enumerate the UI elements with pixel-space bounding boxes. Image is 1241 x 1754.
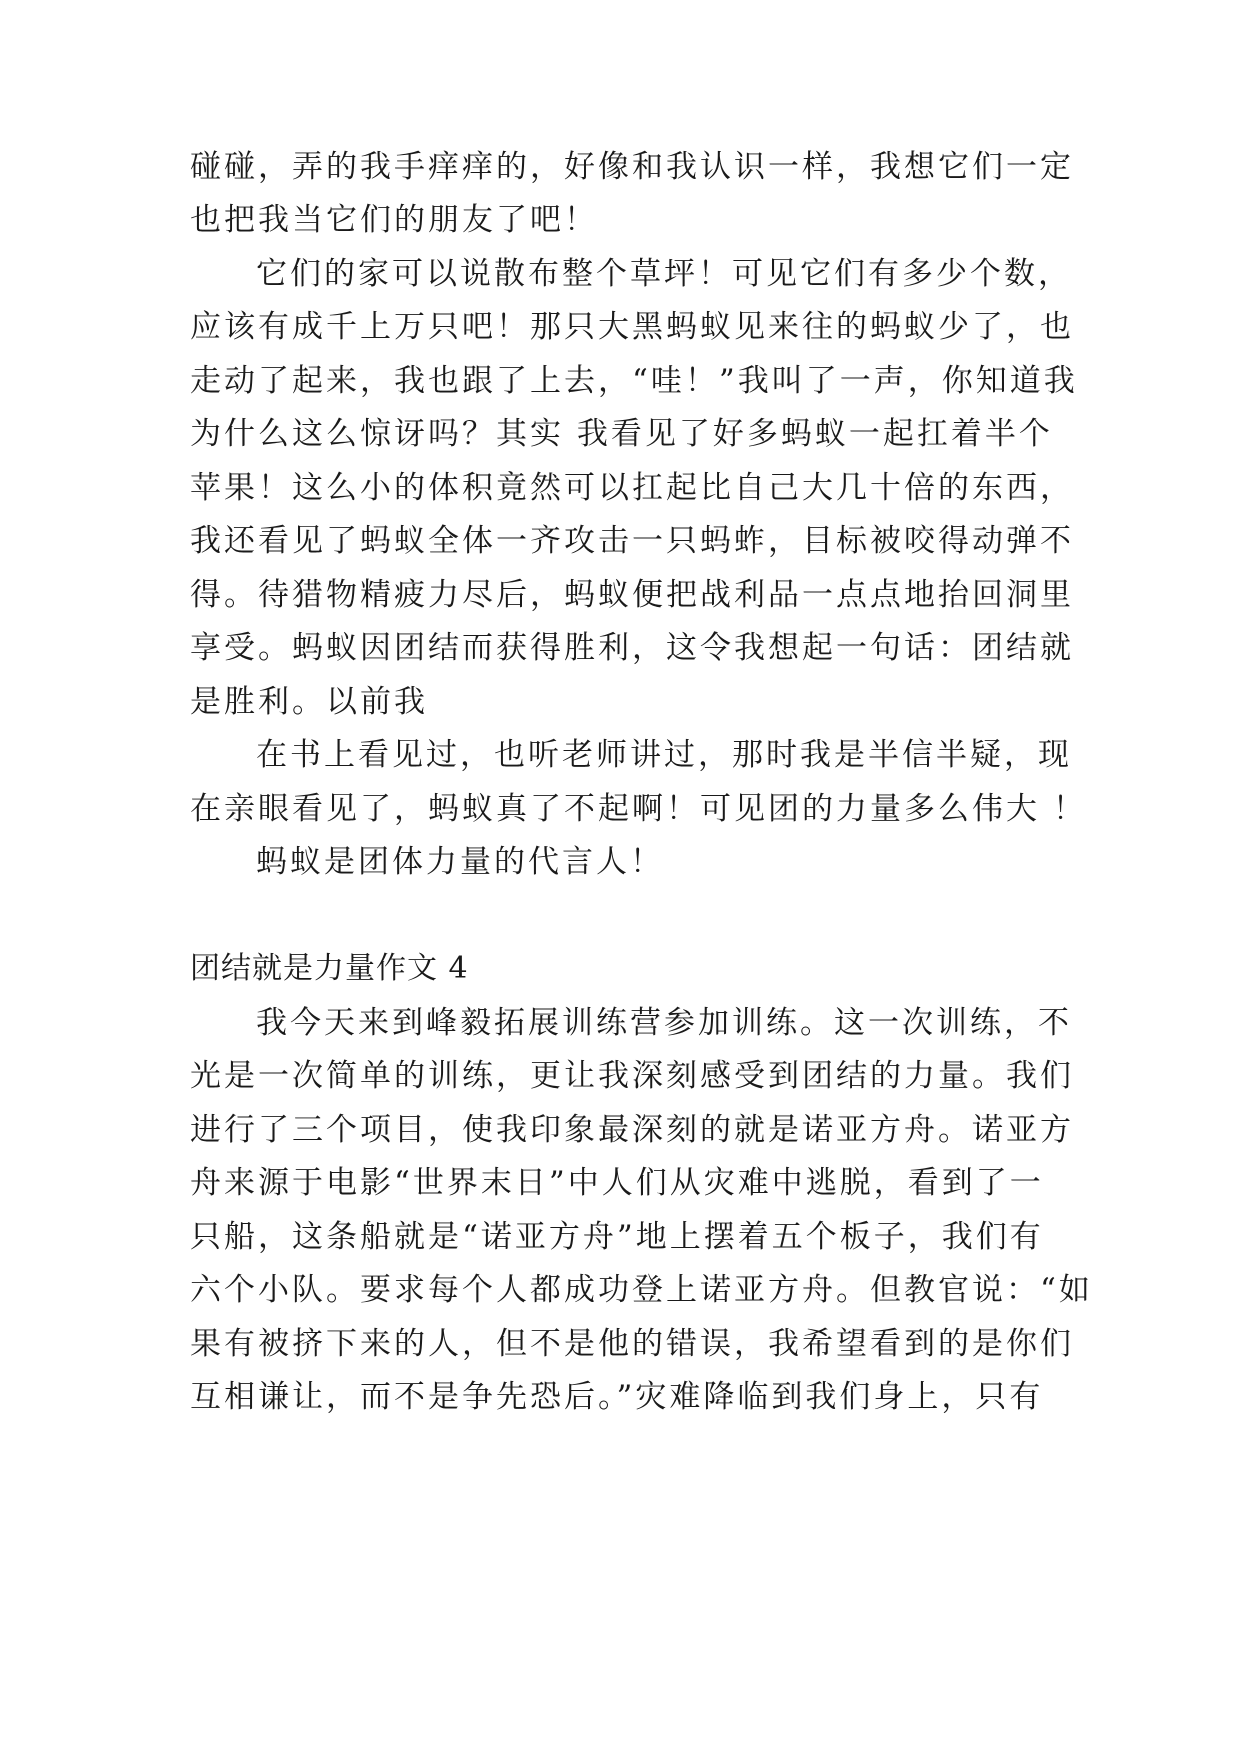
body-text-line: 碰碰，弄的我手痒痒的，好像和我认识一样，我想它们一定 bbox=[190, 149, 1074, 185]
body-text-line: 蚂蚁是团体力量的代言人！ bbox=[256, 844, 664, 880]
body-text-line: 舟来源于电影“世界末日”中人们从灾难中逃脱，看到了一 bbox=[190, 1165, 1044, 1201]
body-text-line: 享受。蚂蚁因团结而获得胜利，这令我想起一句话：团结就 bbox=[190, 630, 1074, 666]
body-text-line: 互相谦让，而不是争先恐后。”灾难降临到我们身上，只有 bbox=[190, 1379, 1044, 1415]
body-text-line: 只船，这条船就是“诺亚方舟”地上摆着五个板子，我们有 bbox=[190, 1219, 1044, 1255]
body-text-line: 在亲眼看见了，蚂蚁真了不起啊！可见团的力量多么伟大 ！ bbox=[190, 791, 1087, 827]
body-text-line: 进行了三个项目，使我印象最深刻的就是诺亚方舟。诺亚方 bbox=[190, 1112, 1074, 1148]
section-heading: 团结就是力量作文 4 bbox=[190, 951, 469, 986]
body-text-line: 得。待猎物精疲力尽后，蚂蚁便把战利品一点点地抬回洞里 bbox=[190, 577, 1074, 613]
body-text-line: 是胜利。以前我 bbox=[190, 684, 428, 720]
body-text-line: 六个小队。要求每个人都成功登上诺亚方舟。但教官说：“如 bbox=[190, 1272, 1093, 1308]
body-text-line: 光是一次简单的训练，更让我深刻感受到团结的力量。我们 bbox=[190, 1058, 1074, 1094]
body-text-line: 我还看见了蚂蚁全体一齐攻击一只蚂蚱，目标被咬得动弹不 bbox=[190, 523, 1074, 559]
body-text-line: 苹果！这么小的体积竟然可以扛起比自己大几十倍的东西， bbox=[190, 470, 1074, 506]
body-text-line: 走动了起来，我也跟了上去，“哇！”我叫了一声，你知道我 bbox=[190, 363, 1078, 399]
body-text-line: 应该有成千上万只吧！那只大黑蚂蚁见来往的蚂蚁少了，也 bbox=[190, 309, 1074, 345]
body-text-line: 我今天来到峰毅拓展训练营参加训练。这一次训练，不 bbox=[256, 1005, 1072, 1041]
body-text-line: 果有被挤下来的人，但不是他的错误，我希望看到的是你们 bbox=[190, 1326, 1074, 1362]
body-text-line: 在书上看见过，也听老师讲过，那时我是半信半疑，现 bbox=[256, 737, 1072, 773]
body-text-line: 它们的家可以说散布整个草坪！可见它们有多少个数， bbox=[256, 256, 1072, 292]
body-text-line: 也把我当它们的朋友了吧！ bbox=[190, 202, 598, 238]
body-text-line: 为什么这么惊讶吗？其实 我看见了好多蚂蚁一起扛着半个 bbox=[190, 416, 1053, 452]
